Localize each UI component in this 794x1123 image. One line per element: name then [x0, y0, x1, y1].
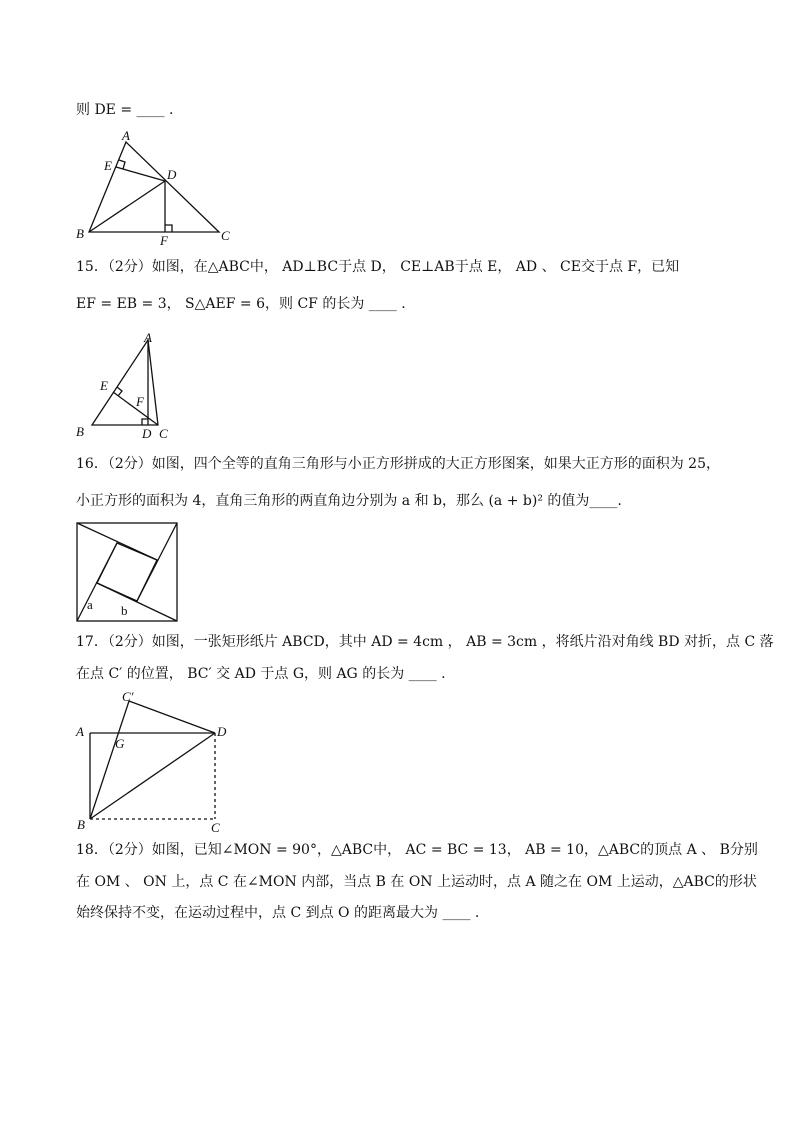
- label-f: F: [136, 394, 144, 409]
- question-18-line-2: 在 OM 、 ON 上，点 C 在∠MON 内部，当点 B 在 ON 上运动时，点 A 随之在 OM 上运动，△ABC的形状: [76, 874, 757, 890]
- question-16-line-2: 小正方形的面积为 4，直角三角形的两直角边分别为 a 和 b，那么 (a + b)² 的值为____.: [76, 493, 622, 509]
- label-b: b: [121, 603, 128, 618]
- right-angle-f: [165, 225, 172, 232]
- segment-bd: [90, 733, 215, 819]
- segment-bd: [89, 181, 165, 232]
- label-c: C: [211, 820, 220, 835]
- segment-c-prime-d: [129, 701, 215, 733]
- label-c: C: [159, 426, 168, 441]
- right-angle-e: [117, 387, 122, 396]
- small-square: [97, 543, 157, 601]
- label-e: E: [104, 158, 112, 173]
- triangle-line-2: [137, 523, 177, 601]
- label-d: D: [142, 426, 152, 441]
- label-a: A: [144, 330, 152, 345]
- segment-de: [116, 167, 165, 181]
- label-g: G: [115, 736, 125, 751]
- question-16-line-1: 16．（2分）如图，四个全等的直角三角形与小正方形拼成的大正方形图案，如果大正方形的面积为 25，: [76, 456, 720, 472]
- triangle-line-1: [77, 523, 157, 560]
- label-a: a: [87, 597, 93, 612]
- label-d: D: [167, 167, 177, 182]
- label-f: F: [160, 233, 168, 248]
- question-17-line-2: 在点 C′ 的位置， BC′ 交 AD 于点 G，则 AG 的长为 ____ .: [76, 666, 446, 682]
- answer-line-de: 则 DE = ____ .: [76, 102, 174, 118]
- question-18-line-1: 18．（2分）如图，已知∠MON = 90°，△ABC中， AC = BC = 13， AB = 10，△ABC的顶点 A 、 B分别: [76, 842, 758, 858]
- figure-q14: [70, 128, 240, 248]
- label-a: A: [76, 724, 84, 739]
- label-c: C: [221, 228, 230, 243]
- triangle-line-4: [77, 543, 117, 621]
- question-17-line-1: 17．（2分）如图，一张矩形纸片 ABCD，其中 AD = 4cm ， AB = 3cm ，将纸片沿对角线 BD 对折，点 C 落: [76, 634, 774, 650]
- figure-q17: [72, 687, 242, 835]
- triangle-line-3: [97, 583, 177, 621]
- label-a: A: [122, 128, 130, 143]
- segment-bc-prime: [90, 701, 129, 819]
- label-c-prime: C′: [122, 689, 134, 704]
- question-15-line-2: EF = EB = 3， S△AEF = 6，则 CF 的长为 ____ .: [76, 296, 406, 312]
- label-d: D: [217, 724, 227, 739]
- figure-q15: [72, 330, 182, 442]
- figure-q16: [76, 522, 180, 624]
- label-e: E: [100, 378, 108, 393]
- label-b: B: [76, 226, 84, 241]
- label-b: B: [77, 817, 85, 832]
- question-18-line-3: 始终保持不变，在运动过程中，点 C 到点 O 的距离最大为 ____ .: [76, 905, 480, 921]
- right-angle-d: [142, 419, 148, 425]
- question-15-line-1: 15．（2分）如图，在△ABC中， AD⊥BC于点 D， CE⊥AB于点 E， AD 、 CE交于点 F，已知: [76, 259, 680, 275]
- label-b: B: [76, 424, 84, 439]
